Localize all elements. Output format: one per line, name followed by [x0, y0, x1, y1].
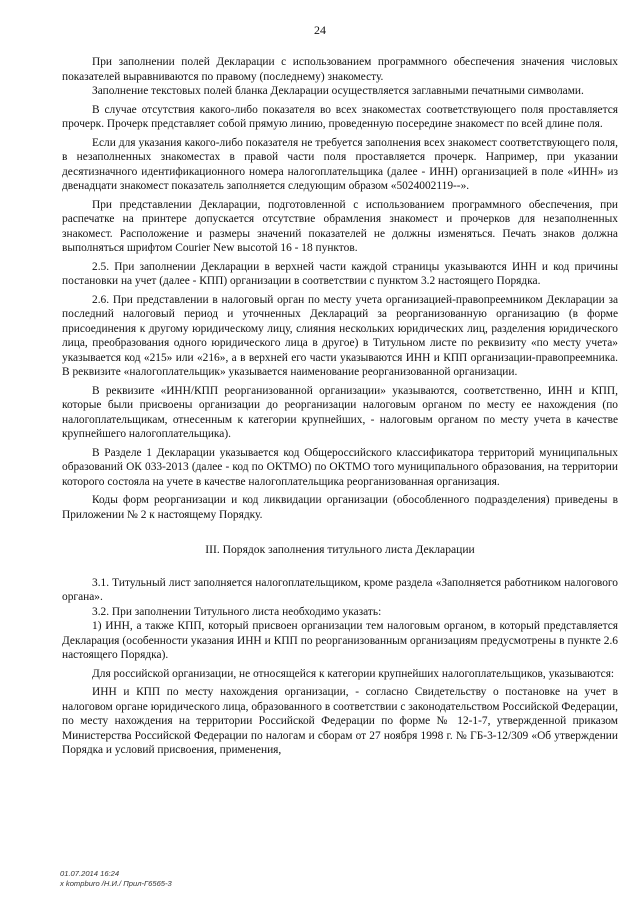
document-body	[62, 55, 618, 758]
paragraph: Заполнение текстовых полей бланка Декларации осуществляется заглавными печатными символами.	[92, 85, 584, 97]
footer-timestamp: 01.07.2014 16:24	[60, 869, 120, 878]
paragraph: При заполнении полей Декларации с использованием программного обеспечения значения числовых показателей выравниваются по правому (последнему) знакоместу.	[62, 56, 618, 83]
paragraph: 3.2. При заполнении Титульного листа необходимо указать:	[92, 605, 382, 618]
paragraph: 2.5. При заполнении Декларации в верхней части каждой страницы указываются ИНН и код причины постановки на учет (далее - КПП) организации в соответствии с пунктом 3.2 настоящего Порядка.	[62, 260, 618, 287]
paragraph: Коды форм реорганизации и код ликвидации организации (обособленного подразделения) приведены в Приложении № 2 к настоящему Порядку.	[62, 494, 618, 521]
paragraph: При представлении Декларации, подготовленной с использованием программного обеспечения, при распечатке на принтере допускается отсутствие обрамления знакомест и прочерков для незаполненных знакомест. Расположение и размеры значений показателей не должны изменяться. Печать знаков должна выполняться шрифтом Courier New высотой 16 - 18 пунктов.	[62, 198, 618, 254]
page-number: 24	[314, 23, 326, 37]
footer-file-reference: х kompburo /Н.И./ Прил-Г6565-3	[60, 878, 172, 888]
paragraph: В случае отсутствия какого-либо показателя во всех знакоместах соответствующего поля проставляется прочерк. Прочерк представляет собой прямую линию, проведенную посередине знакомест по всей длине поля.	[62, 103, 618, 130]
paragraph: Для российской организации, не относящейся к категории крупнейших налогоплательщиков, указываются:	[92, 667, 615, 680]
paragraph: ИНН и КПП по месту нахождения организации, - согласно Свидетельству о постановке на учет в налоговом органе юридического лица, образованного в соответствии с законодательством Российской Федерации, по месту нахождения на территории Российской Федерации по форме № 12-1-7, утвержденной приказом Министерства Российской Федерации по налогам и сборам от 27 ноября 1998 г. № ГБ-3-12/309 «Об утверждении Порядка и условий присвоения, применения,	[62, 686, 618, 756]
paragraph: Если для указания какого-либо показателя не требуется заполнения всех знакомест соответствующего поля, в незаполненных знакоместах в правой части поля проставляется прочерк. Например, при указании десятизначного идентификационного номера налогоплательщика (далее - ИНН) организацией в поле «ИНН» из двенадцати знакомест показатель заполняется следующим образом «5024002119--».	[62, 136, 618, 192]
paragraph: 1) ИНН, а также КПП, который присвоен организации тем налоговым органом, в который представляется Декларация (особенности указания ИНН и КПП по реорганизованным организациям предусмотрены в пункте 2.6 настоящего Порядка).	[62, 620, 618, 661]
paragraph: 2.6. При представлении в налоговый орган по месту учета организацией-правопреемником Декларации за последний налоговый период и уточненных Деклараций за реорганизованную организацию (в форме присоединения к другому юридическому лицу, слияния нескольких юридических лиц, разделения юридического лица, преобразования одного юридического лица в другое) в Титульном листе по реквизиту «по месту учета» указывается код «215» или «216», а в верхней его части указываются ИНН и КПП организации-правопреемника. В реквизите «налогоплательщик» указывается наименование реорганизованной организации.	[62, 293, 618, 378]
paragraph: В реквизите «ИНН/КПП реорганизованной организации» указываются, соответственно, ИНН и КПП, которые были присвоены организации до реорганизации налоговым органом по месту ее нахождения (по налогоплательщикам, отнесенным к категории крупнейших, - налоговым органом по месту учета в качестве крупнейшего налогоплательщика).	[62, 384, 618, 440]
paragraph: В Разделе 1 Декларации указывается код Общероссийского классификатора территорий муниципальных образований ОК 033-2013 (далее - код по ОКТМО) по ОКТМО того муниципального образования, на территории которого состояла на учете в качестве налогоплательщика реорганизованная организация.	[62, 446, 618, 488]
section-heading: III. Порядок заполнения титульного листа Декларации	[205, 543, 475, 556]
print-footer	[60, 869, 172, 888]
paragraph: 3.1. Титульный лист заполняется налогоплательщиком, кроме раздела «Заполняется работником налогового органа».	[62, 576, 618, 603]
